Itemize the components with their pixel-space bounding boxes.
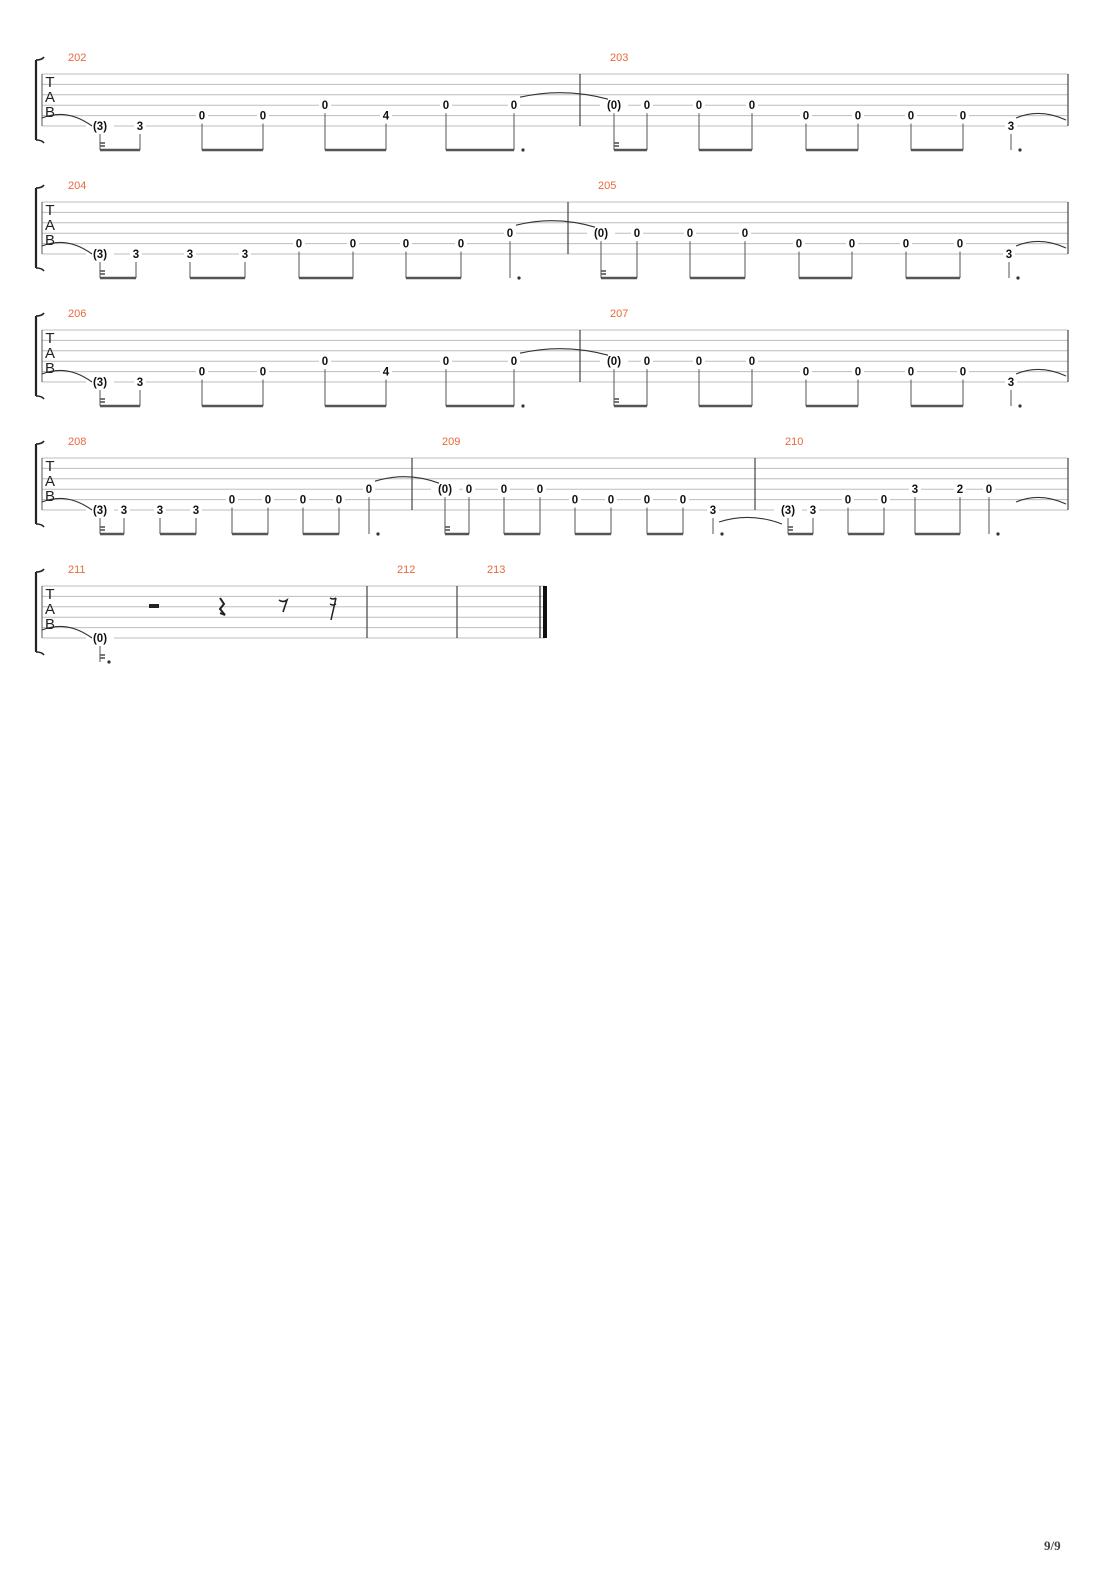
measure-number: 207 xyxy=(610,308,629,320)
fret-number: 0 xyxy=(643,356,651,369)
fret-number: 0 xyxy=(748,356,756,369)
fret-number: 3 xyxy=(136,377,144,389)
fret-number: 0 xyxy=(536,484,544,497)
fret-number: 4 xyxy=(382,366,390,379)
duration-dot xyxy=(376,532,379,535)
fret-number: 0 xyxy=(321,100,329,113)
tab-clef-letter: T xyxy=(45,330,55,347)
fret-number: 0 xyxy=(854,366,862,379)
tie-arc xyxy=(375,477,439,484)
fret-number: 0 xyxy=(643,100,651,113)
fret-number: (3) xyxy=(780,505,796,517)
fret-number: 0 xyxy=(695,100,703,113)
tab-clef-letter: T xyxy=(45,202,55,219)
fret-number: 0 xyxy=(510,356,518,369)
duration-dot xyxy=(1018,148,1021,151)
tab-clef-letter: B xyxy=(44,104,56,121)
fret-number: 0 xyxy=(457,238,465,251)
measure-number: 204 xyxy=(68,180,87,192)
fret-number: 0 xyxy=(335,494,343,507)
duration-dot xyxy=(720,532,723,535)
fret-number: 0 xyxy=(907,110,915,123)
fret-number: (0) xyxy=(606,356,622,369)
duration-dot xyxy=(1016,276,1019,279)
fret-number: 0 xyxy=(607,494,615,507)
fret-number: 4 xyxy=(382,110,390,123)
fret-number: 0 xyxy=(198,110,206,123)
fret-number: 3 xyxy=(1007,377,1015,389)
fret-number: 0 xyxy=(264,494,272,507)
eighth-rest xyxy=(279,600,287,612)
measure-number: 213 xyxy=(487,564,506,576)
tab-clef-letter: B xyxy=(44,360,56,377)
fret-number: 0 xyxy=(795,238,803,251)
measure-number: 202 xyxy=(68,52,87,64)
tie-arc xyxy=(520,93,608,100)
measure-number: 211 xyxy=(68,564,86,576)
duration-dot xyxy=(521,404,524,407)
measure-number: 205 xyxy=(598,180,617,192)
fret-number: (0) xyxy=(437,484,453,497)
fret-number: 3 xyxy=(709,505,717,517)
measure-number: 210 xyxy=(785,436,804,448)
fret-number: 0 xyxy=(321,356,329,369)
measure-number: 209 xyxy=(442,436,461,448)
system-bracket-hook xyxy=(36,57,44,143)
measure-number: 203 xyxy=(610,52,629,64)
tie-arc xyxy=(516,221,595,228)
fret-number: 3 xyxy=(1005,249,1013,261)
fret-number: 0 xyxy=(802,366,810,379)
fret-number: 0 xyxy=(854,110,862,123)
fret-number: 0 xyxy=(228,494,236,507)
fret-number: 0 xyxy=(741,228,749,241)
fret-number: (0) xyxy=(593,228,609,241)
fret-number: 0 xyxy=(902,238,910,251)
fret-number: 3 xyxy=(156,505,164,517)
fret-number: 0 xyxy=(295,238,303,251)
tie-arc xyxy=(719,517,782,524)
duration-dot xyxy=(517,276,520,279)
tie-arc xyxy=(1016,113,1066,120)
fret-number: (3) xyxy=(92,505,108,517)
fret-number: (0) xyxy=(606,100,622,113)
tab-clef-letter: A xyxy=(44,345,56,362)
fret-number: 3 xyxy=(192,505,200,517)
fret-number: 0 xyxy=(506,228,514,241)
fret-number: (3) xyxy=(92,377,108,389)
fret-number: 3 xyxy=(809,505,817,517)
fret-number: 3 xyxy=(132,249,140,261)
fret-number: (3) xyxy=(92,121,108,133)
fret-number: 0 xyxy=(349,238,357,251)
fret-number: 0 xyxy=(844,494,852,507)
tab-clef-letter: A xyxy=(44,601,56,618)
tie-arc xyxy=(520,349,608,356)
tab-clef-letter: B xyxy=(44,488,56,505)
tab-clef-letter: T xyxy=(45,458,55,475)
fret-number: 0 xyxy=(198,366,206,379)
system-bracket-hook xyxy=(36,313,44,399)
fret-number: 0 xyxy=(985,484,993,497)
tie-arc xyxy=(1016,497,1066,504)
tab-clef-letter: A xyxy=(44,217,56,234)
duration-dot xyxy=(107,660,110,663)
fret-number: 3 xyxy=(911,484,919,497)
duration-dot xyxy=(1018,404,1021,407)
system-bracket-hook xyxy=(36,569,44,655)
measure-number: 208 xyxy=(68,436,87,448)
fret-number: 0 xyxy=(510,100,518,113)
fret-number: 0 xyxy=(686,228,694,241)
fret-number: 0 xyxy=(402,238,410,251)
tab-clef-letter: B xyxy=(44,616,56,633)
fret-number: 0 xyxy=(880,494,888,507)
duration-dot xyxy=(521,148,524,151)
fret-number: 0 xyxy=(748,100,756,113)
page-number: 9/9 xyxy=(1044,1538,1061,1553)
fret-number: 3 xyxy=(136,121,144,133)
fret-number: 3 xyxy=(186,249,194,261)
fret-number: 0 xyxy=(695,356,703,369)
tie-arc xyxy=(1016,241,1066,248)
fret-number: 0 xyxy=(442,100,450,113)
fret-number: 0 xyxy=(643,494,651,507)
fret-number: 0 xyxy=(959,366,967,379)
measure-number: 212 xyxy=(397,564,416,576)
fret-number: 0 xyxy=(259,110,267,123)
fret-number: 3 xyxy=(120,505,128,517)
fret-number: 0 xyxy=(365,484,373,497)
fret-number: (3) xyxy=(92,249,108,261)
fret-number: 0 xyxy=(802,110,810,123)
tab-clef-letter: T xyxy=(45,74,55,91)
fret-number: (0) xyxy=(92,633,108,645)
system-bracket-hook xyxy=(36,441,44,527)
duration-dot xyxy=(996,532,999,535)
measure-number: 206 xyxy=(68,308,87,320)
tab-clef-letter: B xyxy=(44,232,56,249)
fret-number: 0 xyxy=(848,238,856,251)
fret-number: 2 xyxy=(956,484,964,497)
fret-number: 0 xyxy=(571,494,579,507)
fret-number: 0 xyxy=(633,228,641,241)
fret-number: 0 xyxy=(299,494,307,507)
tab-clef-letter: A xyxy=(44,89,56,106)
fret-number: 0 xyxy=(959,110,967,123)
fret-number: 3 xyxy=(1007,121,1015,133)
fret-number: 0 xyxy=(679,494,687,507)
system-bracket-hook xyxy=(36,185,44,271)
half-rest xyxy=(149,604,159,608)
fret-number: 0 xyxy=(907,366,915,379)
fret-number: 0 xyxy=(500,484,508,497)
tab-clef-letter: T xyxy=(45,586,55,603)
tie-arc xyxy=(1016,369,1066,376)
fret-number: 0 xyxy=(442,356,450,369)
tab-clef-letter: A xyxy=(44,473,56,490)
fret-number: 0 xyxy=(465,484,473,497)
fret-number: 0 xyxy=(956,238,964,251)
fret-number: 0 xyxy=(259,366,267,379)
fret-number: 3 xyxy=(241,249,249,261)
